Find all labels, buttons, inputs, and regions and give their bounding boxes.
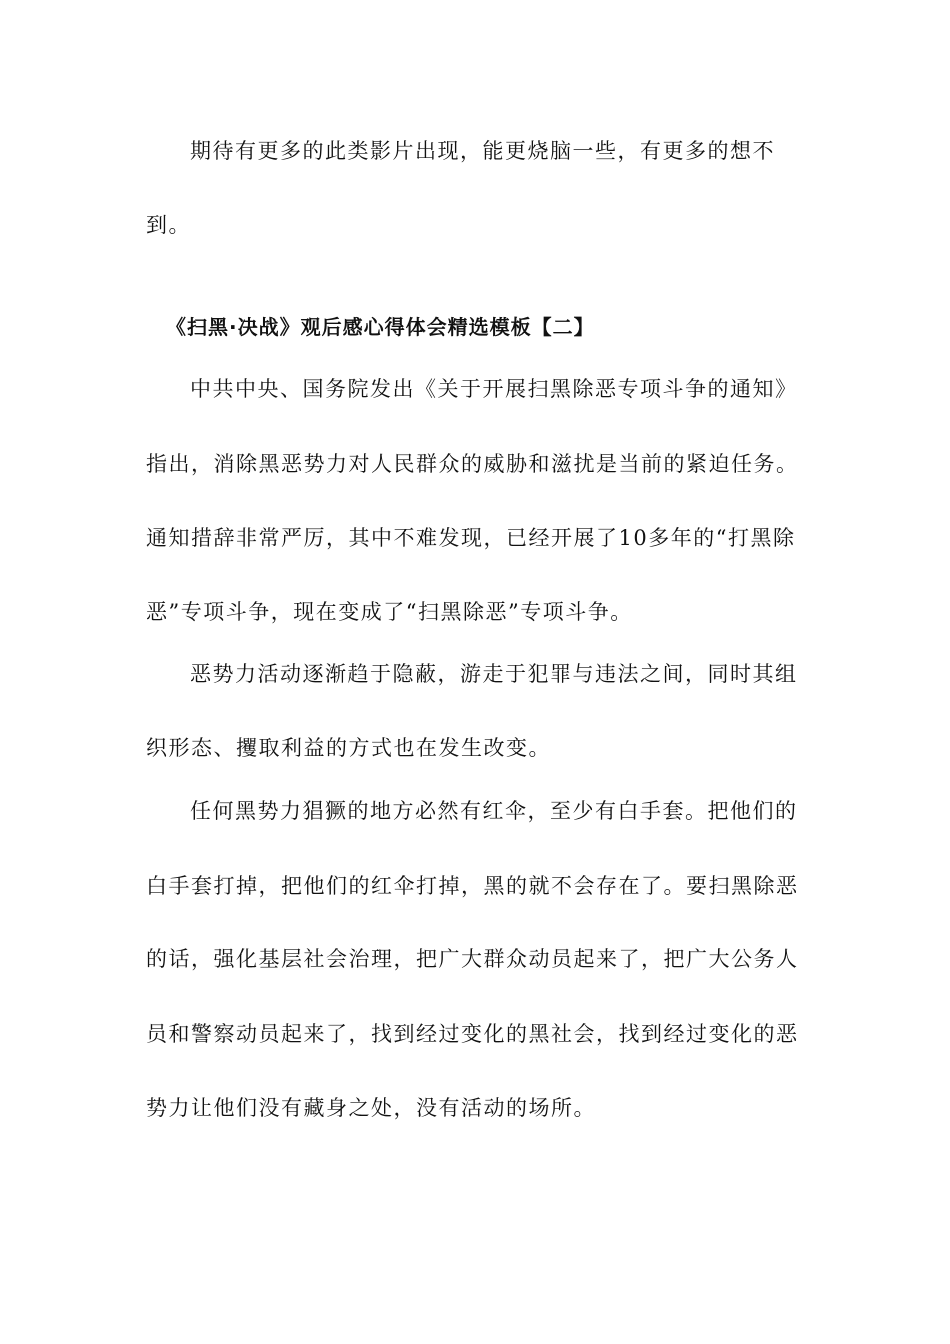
- paragraph-2-line-4: 恶”专项斗争，现在变成了“扫黑除恶”专项斗争。: [146, 600, 633, 624]
- paragraph-4-line-2: 白手套打掉，把他们的红伞打掉，黑的就不会存在了。要扫黑除恶: [146, 874, 799, 898]
- paragraph-3-line-2: 织形态、攫取利益的方式也在发生改变。: [146, 736, 551, 760]
- paragraph-1-line-1: 期待有更多的此类影片出现，能更烧脑一些，有更多的想不: [190, 139, 775, 163]
- paragraph-2-line-2: 指出，消除黑恶势力对人民群众的威胁和滋扰是当前的紧迫任务。: [146, 452, 799, 476]
- paragraph-4-line-5: 势力让他们没有藏身之处，没有活动的场所。: [146, 1096, 596, 1120]
- paragraph-2-line-3: 通知措辞非常严厉，其中不难发现，已经开展了10多年的“打黑除: [146, 526, 796, 550]
- paragraph-3-line-1: 恶势力活动逐渐趋于隐蔽，游走于犯罪与违法之间，同时其组: [190, 662, 798, 686]
- paragraph-4-line-1: 任何黑势力猖獗的地方必然有红伞，至少有白手套。把他们的: [190, 799, 798, 823]
- paragraph-4-line-4: 员和警察动员起来了，找到经过变化的黑社会，找到经过变化的恶: [146, 1022, 799, 1046]
- paragraph-1-line-2: 到。: [146, 213, 191, 237]
- paragraph-2-line-1: 中共中央、国务院发出《关于开展扫黑除恶专项斗争的通知》: [190, 377, 798, 401]
- paragraph-4-line-3: 的话，强化基层社会治理，把广大群众动员起来了，把广大公务人: [146, 947, 799, 971]
- section-heading: 《扫黑·决战》观后感心得体会精选模板【二】: [166, 315, 595, 339]
